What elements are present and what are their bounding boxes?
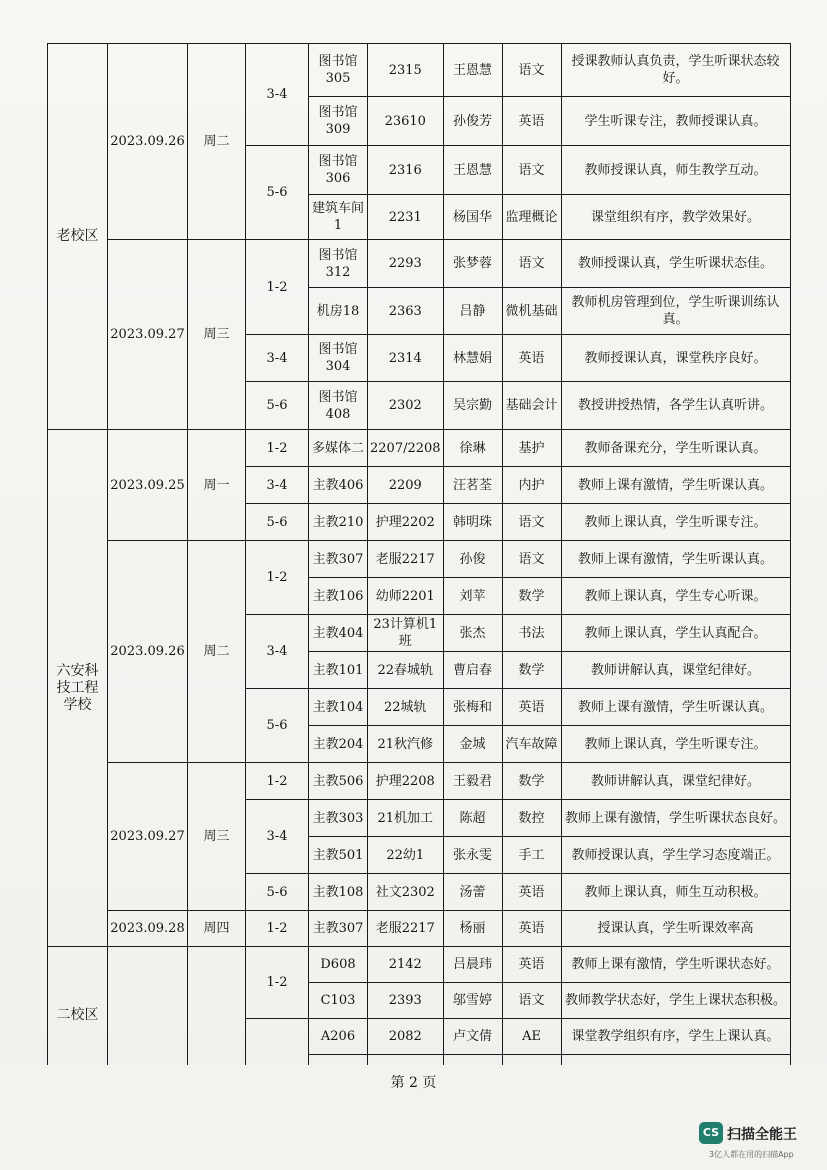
teacher-cell: 杨国华	[443, 195, 502, 240]
watermark-app-name: 扫描全能王	[727, 1127, 797, 1143]
subject-cell: 数学	[502, 652, 561, 689]
teacher-cell: 孙俊	[443, 541, 502, 578]
class-cell: 23计算机1班	[368, 615, 444, 652]
teacher-cell: 卢文倩	[443, 1019, 502, 1055]
class-cell: 22春城轨	[368, 652, 444, 689]
table-row	[48, 911, 791, 947]
teacher-cell: 吴宗勤	[443, 382, 502, 430]
weekday-cell: 周三	[188, 763, 246, 911]
date-cell: 2023.09.25	[108, 430, 188, 541]
class-cell: 2293	[368, 240, 444, 288]
room-cell: 图书馆306	[309, 146, 368, 195]
teacher-cell: 陈超	[443, 800, 502, 837]
room-cell: 主教104	[309, 689, 368, 726]
teacher-cell: 邬雪婷	[443, 983, 502, 1019]
date-cell: 2023.09.28	[108, 911, 188, 947]
comment-cell: 授课教师认真负责，学生听课状态较好。	[561, 44, 790, 97]
campus-cell: 二校区	[48, 947, 108, 1085]
class-cell: 21机加工	[368, 800, 444, 837]
subject-cell: 语文	[502, 240, 561, 288]
comment-cell: 教师上课认真，学生专心听课。	[561, 578, 790, 615]
table-row	[48, 430, 791, 467]
subject-cell: 语文	[502, 983, 561, 1019]
room-cell: 主教210	[309, 504, 368, 541]
period-cell: 3-4	[246, 800, 309, 874]
teacher-cell: 林慧娟	[443, 335, 502, 382]
period-cell: 3-4	[246, 44, 309, 146]
teacher-cell: 王恩慧	[443, 146, 502, 195]
subject-cell: 汽车故障	[502, 726, 561, 763]
comment-cell: 教师上课认真，学生听课专注。	[561, 504, 790, 541]
class-cell: 2082	[368, 1019, 444, 1055]
comment-cell: 教师上课有激情，学生听课状态好。	[561, 947, 790, 983]
class-cell: 2231	[368, 195, 444, 240]
subject-cell: 语文	[502, 504, 561, 541]
room-cell: C103	[309, 983, 368, 1019]
subject-cell: 语文	[502, 541, 561, 578]
room-cell: 图书馆408	[309, 382, 368, 430]
teacher-cell: 金城	[443, 726, 502, 763]
period-cell: 1-2	[246, 911, 309, 947]
comment-cell: 教师上课有激情，学生听课认真。	[561, 541, 790, 578]
room-cell: 主教106	[309, 578, 368, 615]
room-cell: 主教303	[309, 800, 368, 837]
room-cell: 图书馆304	[309, 335, 368, 382]
table-row	[48, 44, 791, 97]
campus-cell: 老校区	[48, 44, 108, 430]
date-cell: 2023.09.26	[108, 44, 188, 240]
teacher-cell: 曹启春	[443, 652, 502, 689]
comment-cell: 教师上课认真，师生互动积极。	[561, 874, 790, 911]
period-cell: 5-6	[246, 689, 309, 763]
date-cell: 2023.09.26	[108, 541, 188, 763]
subject-cell: 语文	[502, 146, 561, 195]
comment-cell: 学生听课专注，教师授课认真。	[561, 97, 790, 146]
class-cell: 社文2302	[368, 874, 444, 911]
date-cell: 2023.09.27	[108, 240, 188, 430]
subject-cell: 基础会计	[502, 382, 561, 430]
period-cell: 1-2	[246, 541, 309, 615]
period-cell: 5-6	[246, 382, 309, 430]
subject-cell: 英语	[502, 97, 561, 146]
comment-cell: 教师教学状态好，学生上课状态积极。	[561, 983, 790, 1019]
comment-cell: 教师上课认真，学生听课专注。	[561, 726, 790, 763]
comment-cell: 课堂教学组织有序，学生上课认真。	[561, 1019, 790, 1055]
scanner-watermark	[699, 1122, 809, 1162]
subject-cell: AE	[502, 1019, 561, 1055]
class-cell: 2142	[368, 947, 444, 983]
room-cell: 主教404	[309, 615, 368, 652]
teacher-cell: 王恩慧	[443, 44, 502, 97]
comment-cell: 教师上课认真，学生认真配合。	[561, 615, 790, 652]
subject-cell: 手工	[502, 837, 561, 874]
room-cell: 建筑车间1	[309, 195, 368, 240]
comment-cell: 教授讲授热情，各学生认真听讲。	[561, 382, 790, 430]
comment-cell: 教师机房管理到位，学生听课训练认真。	[561, 288, 790, 335]
room-cell: 图书馆312	[309, 240, 368, 288]
room-cell: 主教506	[309, 763, 368, 800]
teacher-cell: 汪茗荃	[443, 467, 502, 504]
class-cell: 22幼1	[368, 837, 444, 874]
class-cell: 23610	[368, 97, 444, 146]
period-cell: 5-6	[246, 146, 309, 240]
subject-cell: 数学	[502, 763, 561, 800]
room-cell: 主教307	[309, 541, 368, 578]
subject-cell: 监理概论	[502, 195, 561, 240]
teacher-cell: 吕晨玮	[443, 947, 502, 983]
teacher-cell: 刘苹	[443, 578, 502, 615]
period-cell: 3-4	[246, 467, 309, 504]
class-cell: 22城轨	[368, 689, 444, 726]
class-cell: 2393	[368, 983, 444, 1019]
table-row	[48, 763, 791, 800]
comment-cell: 教师备课充分，学生听课认真。	[561, 430, 790, 467]
weekday-cell: 周三	[188, 240, 246, 430]
room-cell: 多媒体二	[309, 430, 368, 467]
comment-cell: 教师讲解认真，课堂纪律好。	[561, 763, 790, 800]
comment-cell: 教师授课认真，学生听课状态佳。	[561, 240, 790, 288]
subject-cell: 数控	[502, 800, 561, 837]
class-cell: 护理2202	[368, 504, 444, 541]
room-cell: 主教108	[309, 874, 368, 911]
watermark-slogan: 3亿人都在用的扫描App	[709, 1150, 794, 1159]
subject-cell: 基护	[502, 430, 561, 467]
class-cell: 2315	[368, 44, 444, 97]
table-row	[48, 541, 791, 578]
subject-cell: 英语	[502, 874, 561, 911]
room-cell: 机房18	[309, 288, 368, 335]
weekday-cell	[188, 947, 246, 1085]
room-cell: 主教406	[309, 467, 368, 504]
comment-cell: 教师上课有激情，学生听课认真。	[561, 689, 790, 726]
class-cell: 老服2217	[368, 541, 444, 578]
teacher-cell: 韩明珠	[443, 504, 502, 541]
comment-cell: 教师上课有激情，学生听课状态良好。	[561, 800, 790, 837]
subject-cell: 数学	[502, 578, 561, 615]
subject-cell: 英语	[502, 335, 561, 382]
teacher-cell: 张杰	[443, 615, 502, 652]
comment-cell: 教师授课认真，课堂秩序良好。	[561, 335, 790, 382]
date-cell: 2023.09.27	[108, 763, 188, 911]
room-cell: 主教501	[309, 837, 368, 874]
teacher-cell: 孙俊芳	[443, 97, 502, 146]
subject-cell: 书法	[502, 615, 561, 652]
period-cell: 1-2	[246, 430, 309, 467]
class-cell: 2314	[368, 335, 444, 382]
class-cell: 2316	[368, 146, 444, 195]
weekday-cell: 周四	[188, 911, 246, 947]
subject-cell: 英语	[502, 947, 561, 983]
period-cell: 1-2	[246, 947, 309, 1019]
period-cell: 1-2	[246, 240, 309, 335]
weekday-cell: 周二	[188, 541, 246, 763]
teacher-cell: 张梦蓉	[443, 240, 502, 288]
period-cell: 3-4	[246, 615, 309, 689]
class-cell: 护理2208	[368, 763, 444, 800]
weekday-cell: 周二	[188, 44, 246, 240]
teacher-cell: 吕静	[443, 288, 502, 335]
room-cell: 主教101	[309, 652, 368, 689]
class-cell: 幼师2201	[368, 578, 444, 615]
comment-cell: 教师授课认真，师生教学互动。	[561, 146, 790, 195]
weekday-cell: 周一	[188, 430, 246, 541]
comment-cell: 课堂组织有序，教学效果好。	[561, 195, 790, 240]
cs-logo-icon: CS	[699, 1122, 723, 1144]
teacher-cell: 徐琳	[443, 430, 502, 467]
comment-cell: 教师上课有激情，学生听课认真。	[561, 467, 790, 504]
room-cell: A206	[309, 1019, 368, 1055]
class-cell: 2302	[368, 382, 444, 430]
period-cell: 5-6	[246, 874, 309, 911]
room-cell: 主教204	[309, 726, 368, 763]
teacher-cell: 杨丽	[443, 911, 502, 947]
period-cell: 5-6	[246, 504, 309, 541]
class-cell: 2207/2208	[368, 430, 444, 467]
class-cell: 21秋汽修	[368, 726, 444, 763]
page-number: 第 2 页	[390, 1075, 437, 1091]
period-cell: 1-2	[246, 763, 309, 800]
room-cell: 图书馆305	[309, 44, 368, 97]
room-cell: 主教307	[309, 911, 368, 947]
subject-cell: 英语	[502, 689, 561, 726]
class-cell: 老服2217	[368, 911, 444, 947]
date-cell	[108, 947, 188, 1085]
campus-cell: 六安科技工程学校	[48, 430, 108, 947]
teacher-cell: 张永雯	[443, 837, 502, 874]
inspection-table	[47, 43, 791, 1085]
period-cell: 3-4	[246, 335, 309, 382]
teacher-cell: 张梅和	[443, 689, 502, 726]
class-cell: 2209	[368, 467, 444, 504]
comment-cell: 教师讲解认真，课堂纪律好。	[561, 652, 790, 689]
teacher-cell: 汤蕾	[443, 874, 502, 911]
teacher-cell: 王毅君	[443, 763, 502, 800]
room-cell: 图书馆309	[309, 97, 368, 146]
room-cell: D608	[309, 947, 368, 983]
comment-cell: 教师授课认真，学生学习态度端正。	[561, 837, 790, 874]
class-cell: 2363	[368, 288, 444, 335]
comment-cell: 授课认真，学生听课效率高	[561, 911, 790, 947]
subject-cell: 内护	[502, 467, 561, 504]
subject-cell: 微机基础	[502, 288, 561, 335]
table-row	[48, 947, 791, 983]
subject-cell: 英语	[502, 911, 561, 947]
table-row	[48, 240, 791, 288]
subject-cell: 语文	[502, 44, 561, 97]
